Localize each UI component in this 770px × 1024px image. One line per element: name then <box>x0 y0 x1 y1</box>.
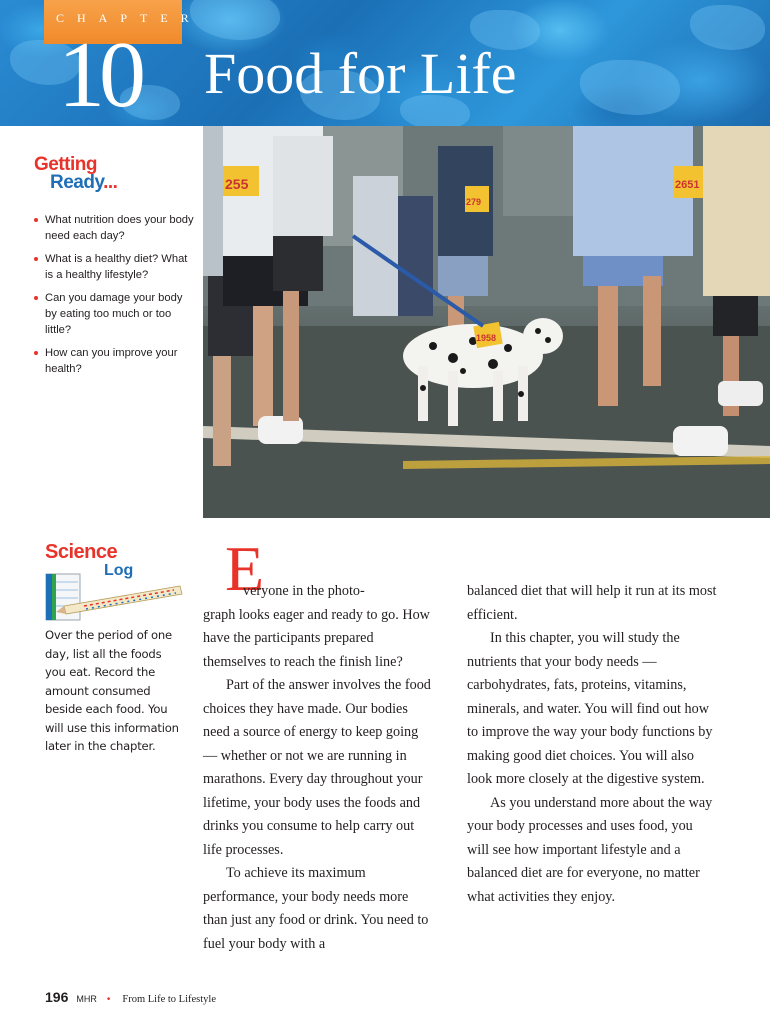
bib-number: 279 <box>466 197 482 207</box>
page-number: 196 <box>45 989 69 1005</box>
getting-ready-subheading <box>50 172 117 194</box>
question-item: What is a healthy diet? What is a healthy lifestyle? <box>34 251 194 283</box>
body-paragraph <box>203 580 435 674</box>
getting-ready-heading: Getting <box>34 154 97 175</box>
body-paragraph: Part of the answer involves the food choices they have made. Our bodies need a source of energy to keep going — whether or not we are running in marathons. Every day throughout your lifetime, your body uses the foods and drinks you consume to help carry out life processes. <box>203 677 431 858</box>
body-paragraph: In this chapter, you will study the nutrients that your body needs — carbohydrates, fats, proteins, vitamins, minerals, and water. You will find out how to improve the way your body functions by making good diet choices. You will also look more closely at the digestive system. <box>467 630 713 787</box>
ready-dots: ... <box>103 172 118 193</box>
science-log-subheading: Log <box>104 562 134 579</box>
book-title: From Life to Lifestyle <box>122 994 216 1005</box>
body-paragraph: balanced diet that will help it run at its most efficient. <box>467 583 717 623</box>
first-line: veryone in the photo- <box>243 583 365 599</box>
body-paragraph: To achieve its maximum performance, your body needs more than just any food or drink. You need to fuel your body with a <box>203 865 429 952</box>
question-item: How can you improve your health? <box>34 345 194 377</box>
science-log-heading: Science <box>45 541 118 563</box>
bib-number: 1958 <box>476 333 497 343</box>
paragraph-rest: graph looks eager and ready to go. How have the participants prepared themselves to reach the finish line? <box>203 606 430 670</box>
body-paragraph: As you understand more about the way your body processes and uses food, you will see how important lifestyle and a balanced diet are for everyone, no matter what activities they enjoy. <box>467 794 713 905</box>
ready-word: Ready <box>50 172 104 193</box>
question-item: What nutrition does your body need each day? <box>34 212 194 244</box>
question-item: Can you damage your body by eating too much or too little? <box>34 290 194 338</box>
page-footer <box>45 989 216 1005</box>
chapter-number: 10 <box>58 23 140 126</box>
runners-photo <box>203 126 770 518</box>
body-column-left <box>203 580 435 956</box>
chapter-title: Food for Life <box>204 41 517 106</box>
body-column-right <box>467 580 717 909</box>
publisher-label: MHR <box>76 994 97 1004</box>
chapter-banner <box>0 0 770 126</box>
bib-number: 2651 <box>675 179 700 191</box>
footer-bullet: • <box>106 994 111 1005</box>
runners-illustration <box>203 126 770 518</box>
chapter-label: CHAPTER <box>56 11 202 25</box>
getting-ready-questions <box>34 212 194 384</box>
drop-cap: E <box>225 533 265 604</box>
science-log-text: Over the period of one day, list all the foods you eat. Record the amount consumed beside each food. You will use this information later in the chapter. <box>45 628 179 753</box>
bib-number: 255 <box>225 176 249 192</box>
